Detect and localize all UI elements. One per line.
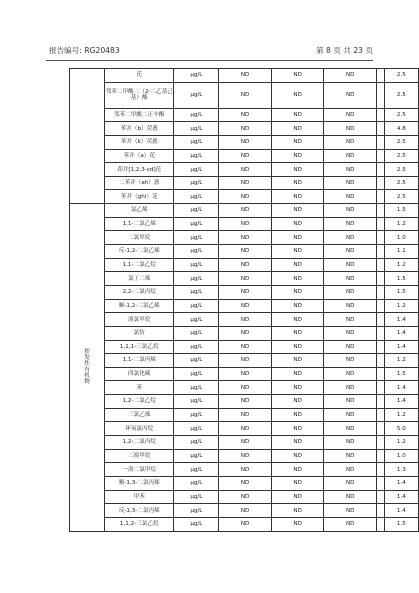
table-row (70, 449, 419, 463)
result-cell: ND (324, 69, 377, 83)
analyte-name: 顺-1,3-二氯丙烯 (105, 476, 174, 490)
table-row (70, 381, 419, 395)
detection-limit: 1.5 (384, 517, 418, 531)
analyte-name: 反-1,3-二氯丙烯 (105, 504, 174, 518)
table-row (70, 354, 419, 368)
table-row (70, 163, 419, 177)
spacer-cell (376, 504, 384, 518)
unit-cell: μg/L (174, 285, 219, 299)
detection-limit: 2.5 (384, 176, 418, 190)
detection-limit: 1.4 (384, 381, 418, 395)
spacer-cell (376, 217, 384, 231)
result-cell: ND (324, 436, 377, 450)
unit-cell: μg/L (174, 340, 219, 354)
spacer-cell (376, 122, 384, 136)
analyte-name: 三氯乙烯 (105, 408, 174, 422)
result-cell: ND (324, 204, 377, 218)
result-cell: ND (324, 285, 377, 299)
unit-cell: μg/L (174, 245, 219, 259)
result-cell: ND (324, 108, 377, 122)
result-cell: ND (324, 449, 377, 463)
result-cell: ND (324, 517, 377, 531)
result-cell: ND (271, 490, 324, 504)
result-cell: ND (271, 422, 324, 436)
spacer-cell (376, 245, 384, 259)
result-cell: ND (219, 354, 272, 368)
unit-cell: μg/L (174, 476, 219, 490)
table-row (70, 135, 419, 149)
detection-limit: 5.0 (384, 422, 418, 436)
unit-cell: μg/L (174, 135, 219, 149)
result-cell: ND (324, 504, 377, 518)
result-cell: ND (324, 163, 377, 177)
result-cell: ND (324, 176, 377, 190)
unit-cell: μg/L (174, 69, 219, 83)
detection-limit: 2.5 (384, 108, 418, 122)
result-cell: ND (219, 490, 272, 504)
result-cell: ND (324, 272, 377, 286)
result-cell: ND (324, 422, 377, 436)
result-cell: ND (271, 163, 324, 177)
detection-limit: 2.5 (384, 135, 418, 149)
category-cell: 挥 发 性 有 机 物 (70, 204, 105, 531)
unit-cell: μg/L (174, 354, 219, 368)
result-cell: ND (324, 149, 377, 163)
table-row (70, 504, 419, 518)
analyte-name: 反-1,2-二氯乙烯 (105, 245, 174, 259)
spacer-cell (376, 490, 384, 504)
analyte-name: 苯并（b）荧蒽 (105, 122, 174, 136)
result-cell: ND (219, 69, 272, 83)
unit-cell: μg/L (174, 122, 219, 136)
report-number: 报告编号: RG20483 (49, 46, 120, 55)
result-cell: ND (271, 449, 324, 463)
spacer-cell (376, 313, 384, 327)
header-rule (46, 60, 373, 61)
spacer-cell (376, 408, 384, 422)
unit-cell: μg/L (174, 163, 219, 177)
result-cell: ND (219, 395, 272, 409)
analyte-name: 顺-1,2-二氯乙烯 (105, 299, 174, 313)
result-cell: ND (271, 504, 324, 518)
result-cell: ND (219, 367, 272, 381)
result-cell: ND (219, 149, 272, 163)
analyte-name: 氯仿 (105, 326, 174, 340)
table-row (70, 299, 419, 313)
unit-cell: μg/L (174, 395, 219, 409)
unit-cell: μg/L (174, 449, 219, 463)
unit-cell: μg/L (174, 176, 219, 190)
detection-limit: 1.4 (384, 504, 418, 518)
result-cell: ND (271, 395, 324, 409)
analyte-name: 氯丁二烯 (105, 272, 174, 286)
unit-cell: μg/L (174, 490, 219, 504)
result-cell: ND (324, 245, 377, 259)
table-row (70, 463, 419, 477)
result-cell: ND (324, 313, 377, 327)
spacer-cell (376, 190, 384, 204)
result-cell: ND (271, 381, 324, 395)
result-cell: ND (219, 449, 272, 463)
result-cell: ND (271, 122, 324, 136)
result-cell: ND (219, 504, 272, 518)
result-cell: ND (219, 285, 272, 299)
result-cell: ND (271, 340, 324, 354)
spacer-cell (376, 108, 384, 122)
result-cell: ND (219, 122, 272, 136)
detection-limit: 1.5 (384, 285, 418, 299)
result-cell: ND (219, 163, 272, 177)
result-cell: ND (219, 108, 272, 122)
result-cell: ND (324, 299, 377, 313)
result-cell: ND (324, 135, 377, 149)
unit-cell: μg/L (174, 504, 219, 518)
analyte-name: 1,1-二氯乙烯 (105, 217, 174, 231)
result-cell: ND (219, 422, 272, 436)
result-cell: ND (324, 326, 377, 340)
table-row (70, 326, 419, 340)
result-cell: ND (219, 176, 272, 190)
results-table-body (70, 69, 419, 532)
unit-cell: μg/L (174, 190, 219, 204)
spacer-cell (376, 149, 384, 163)
result-cell: ND (324, 463, 377, 477)
result-cell: ND (219, 272, 272, 286)
result-cell: ND (271, 176, 324, 190)
result-cell: ND (324, 395, 377, 409)
table-row (70, 69, 419, 83)
detection-limit: 1.2 (384, 299, 418, 313)
result-cell: ND (271, 299, 324, 313)
table-row (70, 245, 419, 259)
table-row (70, 108, 419, 122)
table-row (70, 258, 419, 272)
spacer-cell (376, 69, 384, 83)
unit-cell: μg/L (174, 217, 219, 231)
analyte-name: 1,2-二氯乙烷 (105, 395, 174, 409)
unit-cell: μg/L (174, 367, 219, 381)
result-cell: ND (324, 231, 377, 245)
detection-limit: 2.5 (384, 69, 418, 83)
analyte-name: 二氯甲烷 (105, 231, 174, 245)
detection-limit: 2.5 (384, 190, 418, 204)
result-cell: ND (271, 258, 324, 272)
spacer-cell (376, 272, 384, 286)
result-cell: ND (324, 476, 377, 490)
detection-limit: 1.4 (384, 490, 418, 504)
result-cell: ND (219, 82, 272, 108)
result-cell: ND (219, 231, 272, 245)
result-cell: ND (324, 190, 377, 204)
result-cell: ND (219, 476, 272, 490)
result-cell: ND (271, 135, 324, 149)
result-cell: ND (219, 463, 272, 477)
detection-limit: 1.2 (384, 354, 418, 368)
result-cell: ND (219, 326, 272, 340)
analyte-name: 四氯化碳 (105, 367, 174, 381)
table-row (70, 204, 419, 218)
spacer-cell (376, 135, 384, 149)
table-row (70, 285, 419, 299)
result-cell: ND (324, 490, 377, 504)
result-cell: ND (219, 436, 272, 450)
analyte-name: 苯并（a）芘 (105, 149, 174, 163)
result-cell: ND (271, 245, 324, 259)
table-row (70, 408, 419, 422)
unit-cell: μg/L (174, 313, 219, 327)
result-cell: ND (271, 313, 324, 327)
result-cell: ND (219, 217, 272, 231)
spacer-cell (376, 381, 384, 395)
unit-cell: μg/L (174, 517, 219, 531)
result-cell: ND (271, 367, 324, 381)
result-cell: ND (271, 231, 324, 245)
spacer-cell (376, 463, 384, 477)
unit-cell: μg/L (174, 463, 219, 477)
result-cell: ND (271, 217, 324, 231)
spacer-cell (376, 340, 384, 354)
analyte-name: 1,1-二氯丙烯 (105, 354, 174, 368)
spacer-cell (376, 517, 384, 531)
unit-cell: μg/L (174, 108, 219, 122)
analyte-name: 1,1,1-三氯乙烷 (105, 340, 174, 354)
detection-limit: 1.4 (384, 340, 418, 354)
unit-cell: μg/L (174, 381, 219, 395)
spacer-cell (376, 422, 384, 436)
table-row (70, 176, 419, 190)
result-cell: ND (271, 463, 324, 477)
result-cell: ND (219, 340, 272, 354)
result-cell: ND (271, 190, 324, 204)
analyte-name: 苯并（ghi）苝 (105, 190, 174, 204)
detection-limit: 2.5 (384, 163, 418, 177)
spacer-cell (376, 436, 384, 450)
result-cell: ND (271, 517, 324, 531)
detection-limit: 1.2 (384, 258, 418, 272)
result-cell: ND (271, 272, 324, 286)
result-cell: ND (271, 354, 324, 368)
detection-limit: 2.5 (384, 149, 418, 163)
analyte-name: 茚并[1,2,3-cd]芘 (105, 163, 174, 177)
result-cell: ND (219, 381, 272, 395)
category-cell (70, 69, 105, 204)
table-row (70, 190, 419, 204)
unit-cell: μg/L (174, 231, 219, 245)
result-cell: ND (324, 122, 377, 136)
result-cell: ND (271, 436, 324, 450)
spacer-cell (376, 204, 384, 218)
analyte-name: 1,1,2-三氯乙烷 (105, 517, 174, 531)
analyte-name: 邻苯二甲酸二（2-二乙基己基）酯 (105, 82, 174, 108)
detection-limit: 1.4 (384, 313, 418, 327)
table-row (70, 490, 419, 504)
result-cell: ND (324, 217, 377, 231)
unit-cell: μg/L (174, 204, 219, 218)
result-cell: ND (271, 204, 324, 218)
table-row (70, 272, 419, 286)
spacer-cell (376, 82, 384, 108)
table-row (70, 436, 419, 450)
result-cell: ND (324, 354, 377, 368)
result-cell: ND (219, 135, 272, 149)
table-row (70, 82, 419, 108)
unit-cell: μg/L (174, 258, 219, 272)
unit-cell: μg/L (174, 149, 219, 163)
result-cell: ND (324, 340, 377, 354)
detection-limit: 1.4 (384, 326, 418, 340)
analyte-name: 芘 (105, 69, 174, 83)
detection-limit: 1.0 (384, 231, 418, 245)
result-cell: ND (271, 149, 324, 163)
detection-limit: 1.3 (384, 463, 418, 477)
spacer-cell (376, 176, 384, 190)
detection-limit: 1.2 (384, 408, 418, 422)
result-cell: ND (219, 517, 272, 531)
table-row (70, 395, 419, 409)
result-cell: ND (324, 367, 377, 381)
spacer-cell (376, 476, 384, 490)
spacer-cell (376, 299, 384, 313)
detection-limit: 1.2 (384, 217, 418, 231)
spacer-cell (376, 326, 384, 340)
result-cell: ND (324, 82, 377, 108)
analyte-name: 苯并（k）荧蒽 (105, 135, 174, 149)
analyte-name: 溴氯甲烷 (105, 313, 174, 327)
table-row (70, 217, 419, 231)
detection-limit: 1.5 (384, 367, 418, 381)
result-cell: ND (324, 408, 377, 422)
analyte-name: 一溴二氯甲烷 (105, 463, 174, 477)
detection-limit: 1.2 (384, 436, 418, 450)
page-number: 第 8 页 共 23 页 (316, 46, 373, 55)
spacer-cell (376, 258, 384, 272)
detection-limit: 4.8 (384, 122, 418, 136)
analyte-name: 邻苯二甲酸二正辛酯 (105, 108, 174, 122)
unit-cell: μg/L (174, 422, 219, 436)
detection-limit: 1.5 (384, 272, 418, 286)
result-cell: ND (271, 108, 324, 122)
table-row (70, 422, 419, 436)
spacer-cell (376, 231, 384, 245)
analyte-name: 2,2-二氯丙烷 (105, 285, 174, 299)
result-cell: ND (219, 190, 272, 204)
analyte-name: 环氧氯丙烷 (105, 422, 174, 436)
unit-cell: μg/L (174, 272, 219, 286)
result-cell: ND (271, 408, 324, 422)
analyte-name: 苯 (105, 381, 174, 395)
spacer-cell (376, 285, 384, 299)
table-row (70, 367, 419, 381)
table-row (70, 231, 419, 245)
unit-cell: μg/L (174, 299, 219, 313)
result-cell: ND (219, 258, 272, 272)
table-row (70, 340, 419, 354)
analyte-name: 二苯并（ah）蒽 (105, 176, 174, 190)
spacer-cell (376, 163, 384, 177)
detection-limit: 1.1 (384, 245, 418, 259)
unit-cell: μg/L (174, 326, 219, 340)
spacer-cell (376, 449, 384, 463)
results-table (69, 68, 419, 532)
detection-limit: 1.4 (384, 395, 418, 409)
table-row (70, 313, 419, 327)
result-cell: ND (271, 69, 324, 83)
table-row (70, 149, 419, 163)
analyte-name: 二溴甲烷 (105, 449, 174, 463)
detection-limit: 1.5 (384, 204, 418, 218)
result-cell: ND (271, 285, 324, 299)
table-row (70, 517, 419, 531)
result-cell: ND (271, 326, 324, 340)
detection-limit: 2.5 (384, 82, 418, 108)
detection-limit: 1.0 (384, 449, 418, 463)
result-cell: ND (219, 245, 272, 259)
spacer-cell (376, 354, 384, 368)
result-cell: ND (219, 408, 272, 422)
result-cell: ND (219, 204, 272, 218)
analyte-name: 甲苯 (105, 490, 174, 504)
table-row (70, 476, 419, 490)
result-cell: ND (271, 476, 324, 490)
result-cell: ND (271, 82, 324, 108)
spacer-cell (376, 395, 384, 409)
unit-cell: μg/L (174, 82, 219, 108)
result-cell: ND (324, 381, 377, 395)
table-row (70, 122, 419, 136)
analyte-name: 1,2-二氯丙烷 (105, 436, 174, 450)
result-cell: ND (219, 313, 272, 327)
result-cell: ND (324, 258, 377, 272)
analyte-name: 氯乙烯 (105, 204, 174, 218)
unit-cell: μg/L (174, 436, 219, 450)
unit-cell: μg/L (174, 408, 219, 422)
spacer-cell (376, 367, 384, 381)
result-cell: ND (219, 299, 272, 313)
detection-limit: 1.4 (384, 476, 418, 490)
analyte-name: 1,1-二氯乙烷 (105, 258, 174, 272)
